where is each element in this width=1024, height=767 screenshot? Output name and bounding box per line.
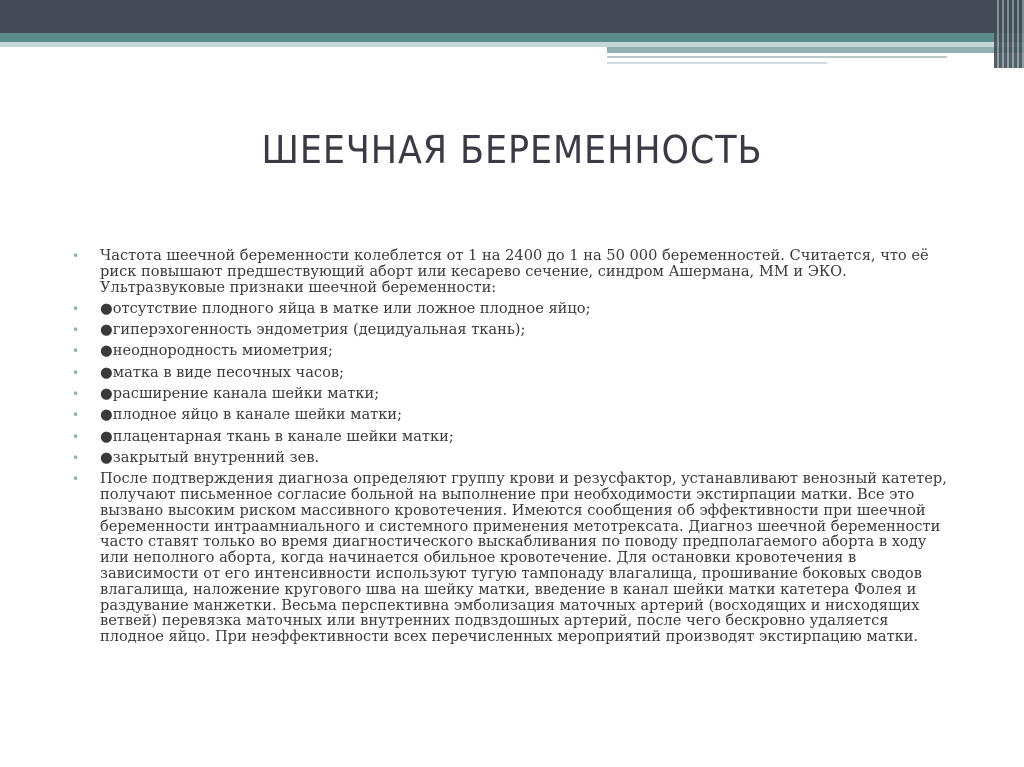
header-accent-line [607,62,827,64]
list-item-text: ●матка в виде песочных часов; [100,363,345,381]
bullet-icon: • [72,387,80,402]
list-item [72,450,952,466]
slide-title: ШЕЕЧНАЯ БЕРЕМЕННОСТЬ [261,128,763,172]
list-item-text: ●расширение канала шейки матки; [100,385,380,403]
bullet-list [72,248,952,651]
list-item [72,407,952,423]
list-item-text: Частота шеечной беременности колеблется от 1 на 2400 до 1 на 50 000 беременностей. Считается, что её риск повышают предшествующий аборт или кесарево сечение, синдром Ашермана, ММ и ЭКО. Ультразвуковые признаки шеечной беременности: [100,247,929,296]
bullet-icon: • [72,408,80,423]
bullet-icon: • [72,249,80,263]
list-item [72,471,952,645]
list-item [72,365,952,381]
bullet-icon: • [72,344,80,359]
corner-stripes [994,0,1024,68]
header-band-teal [0,33,1024,42]
header-accent-bar [607,47,1024,53]
bullet-icon: • [72,472,80,487]
bullet-icon: • [72,301,80,316]
list-item-text: После подтверждения диагноза определяют группу крови и резусфактор, устанавливают венозный катетер, получают письменное согласие больной на выполнение при необходимости экстирпации матки. Все это вызвано высоким риском массивного кровотечения. Имеются сообщения об эффективности при шеечной беременности интраамниального и системного применения метотрексата. Диагноз шеечной беременности часто ставят только во время диагностического выскабливания по поводу предполагаемого аборта в ходу или неполного аборта, когда начинается обильное кровотечение. Для остановки кровотечения в зависимости от его интенсивности используют тугую тампонаду влагалища, прошивание боковых сводов влагалища, наложение кругового шва на шейку матки, введение в канал шейки матки катетера Фолея и раздувание манжетки. Весьма перспективна эмболизация маточных артерий (восходящих и нисходящих ветвей) перевязка маточных или внутренних подвздошных артерий, после чего бескровно удаляется плодное яйцо. При неэффективности всех перечисленных мероприятий производят экстирпацию матки. [100,470,947,646]
bullet-icon: • [72,450,80,465]
list-item [72,429,952,445]
list-item [72,343,952,359]
list-item-text: ●плацентарная ткань в канале шейки матки; [100,427,454,445]
list-item-text: ●неоднородность миометрия; [100,342,333,360]
list-item-text: ●отсутствие плодного яйца в матке или ложное плодное яйцо; [100,299,591,317]
header-band-dark [0,0,1024,33]
header-accent-line [607,56,947,58]
list-item [72,301,952,317]
list-item-text: ●гиперэхогенность эндометрия (децидуальная ткань); [100,321,526,339]
bullet-icon: • [72,323,80,338]
list-item-text: ●плодное яйцо в канале шейки матки; [100,406,402,424]
list-item [72,322,952,338]
list-item [72,248,952,295]
bullet-icon: • [72,365,80,380]
list-item [72,386,952,402]
list-item-text: ●закрытый внутренний зев. [100,448,320,466]
bullet-icon: • [72,429,80,444]
